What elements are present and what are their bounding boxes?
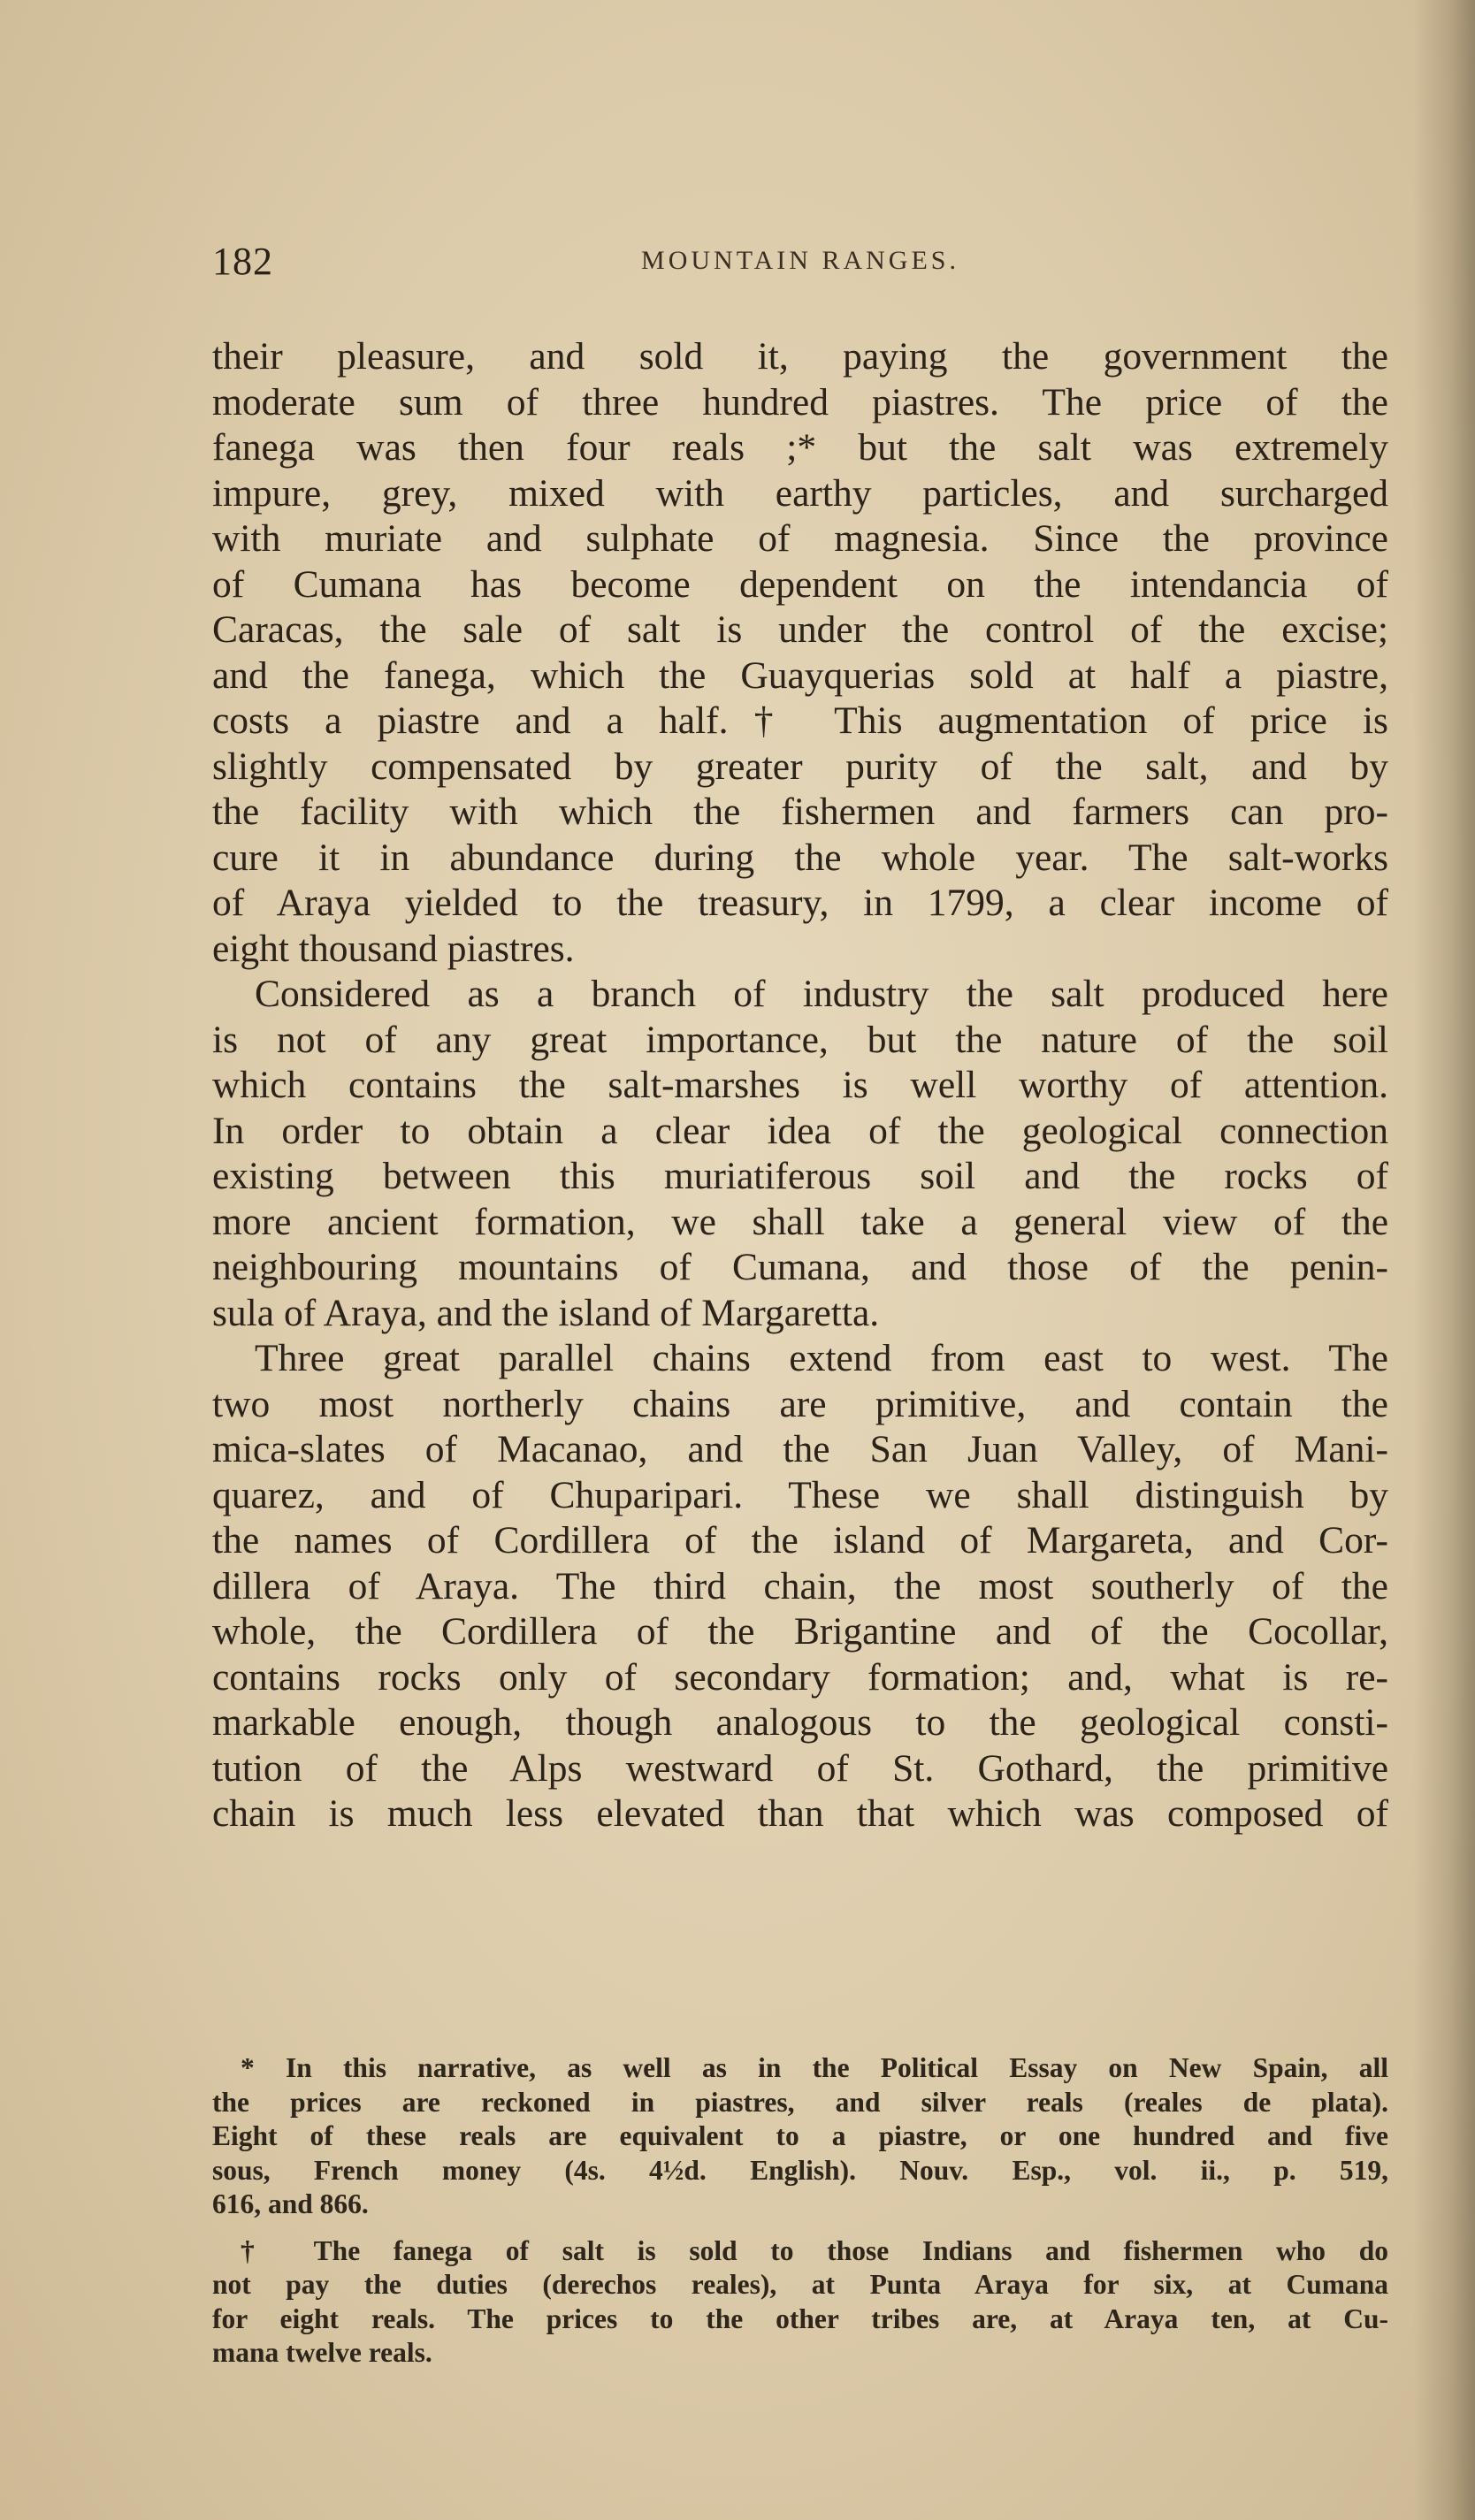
footnote-line: * In this narrative, as well as in the Political Essay on New Spain, all [241,2052,1388,2083]
footnote-line: 616, and 866. [212,2188,369,2219]
body-line: slightly compensated by greater purity of the salt, and by [212,745,1388,788]
body-line: Considered as a branch of industry the salt produced here [255,973,1388,1015]
page-number: 182 [212,240,273,283]
body-line: markable enough, though analogous to the geological consti- [212,1701,1388,1744]
body-line: moderate sum of three hundred piastres. The price of the [212,380,1388,424]
body-line: of Araya yielded to the treasury, in 1799, a clear income of [212,882,1388,924]
body-line: more ancient formation, we shall take a general view of the [212,1200,1388,1243]
footnote-line: the prices are reckoned in piastres, and silver reals (reales de plata). [212,2086,1388,2118]
body-line: and the fanega, which the Guayquerias sold at half a piastre, [212,653,1388,697]
body-line: tution of the Alps westward of St. Gothard, the primitive [212,1746,1388,1790]
footnotes [212,2051,1388,2371]
body-line: their pleasure, and sold it, paying the government the [212,335,1388,378]
footnote-line: sous, French money (4s. 4½d. English). Nouv. Esp., vol. ii., p. 519, [212,2154,1388,2186]
body-text [212,334,1388,1837]
footnote-line: not pay the duties (derechos reales), at Punta Araya for six, at Cumana [212,2269,1388,2300]
body-line: fanega was then four reals ;* but the salt was extremely [212,426,1388,469]
body-line: is not of any great importance, but the nature of the soil [212,1018,1388,1061]
page-header [212,239,1388,292]
body-line: two most northerly chains are primitive, and contain the [212,1382,1388,1425]
body-line: mica-slates of Macanao, and the San Juan Valley, of Mani- [212,1428,1388,1470]
footnote-line: for eight reals. The prices to the other tribes are, at Araya ten, at Cu- [212,2302,1388,2334]
body-line: sula of Araya, and the island of Margaretta. [212,1291,880,1334]
body-line: cure it in abundance during the whole year. The salt-works [212,836,1388,879]
body-line: Three great parallel chains extend from east to west. The [255,1337,1388,1379]
footnote-line: † The fanega of salt is sold to those Indians and fishermen who do [241,2234,1388,2266]
page-edge-shadow [1413,0,1475,2520]
body-line: whole, the Cordillera of the Brigantine and of the Cocollar, [212,1610,1388,1653]
body-line: existing between this muriatiferous soil and the rocks of [212,1155,1388,1197]
body-line: dillera of Araya. The third chain, the most southerly of the [212,1564,1388,1607]
body-line: which contains the salt-marshes is well worthy of attention. [212,1064,1388,1106]
body-line: of Cumana has become dependent on the intendancia of [212,562,1388,606]
body-line: eight thousand piastres. [212,927,575,970]
footnote-line: Eight of these reals are equivalent to a piastre, or one hundred and five [212,2120,1388,2151]
body-line: the names of Cordillera of the island of Margareta, and Cor- [212,1519,1388,1562]
body-line: neighbouring mountains of Cumana, and those of the penin- [212,1246,1388,1288]
footnote-line: mana twelve reals. [212,2337,432,2368]
body-line: costs a piastre and a half.† This augmentation of price is [212,699,1388,742]
running-head: MOUNTAIN RANGES. [641,246,959,275]
body-line: the facility with which the fishermen and farmers can pro- [212,790,1388,833]
body-line: quarez, and of Chuparipari. These we shall distinguish by [212,1473,1388,1516]
footnote-gap [212,2222,1388,2234]
body-line: contains rocks only of secondary formation; and, what is re- [212,1655,1388,1699]
body-line: Caracas, the sale of salt is under the control of the excise; [212,608,1388,651]
body-line: chain is much less elevated than that which was composed of [212,1792,1388,1835]
body-line: impure, grey, mixed with earthy particles, and surcharged [212,471,1388,515]
body-line: In order to obtain a clear idea of the geological connection [212,1109,1388,1152]
body-line: with muriate and sulphate of magnesia. Since the province [212,517,1388,560]
